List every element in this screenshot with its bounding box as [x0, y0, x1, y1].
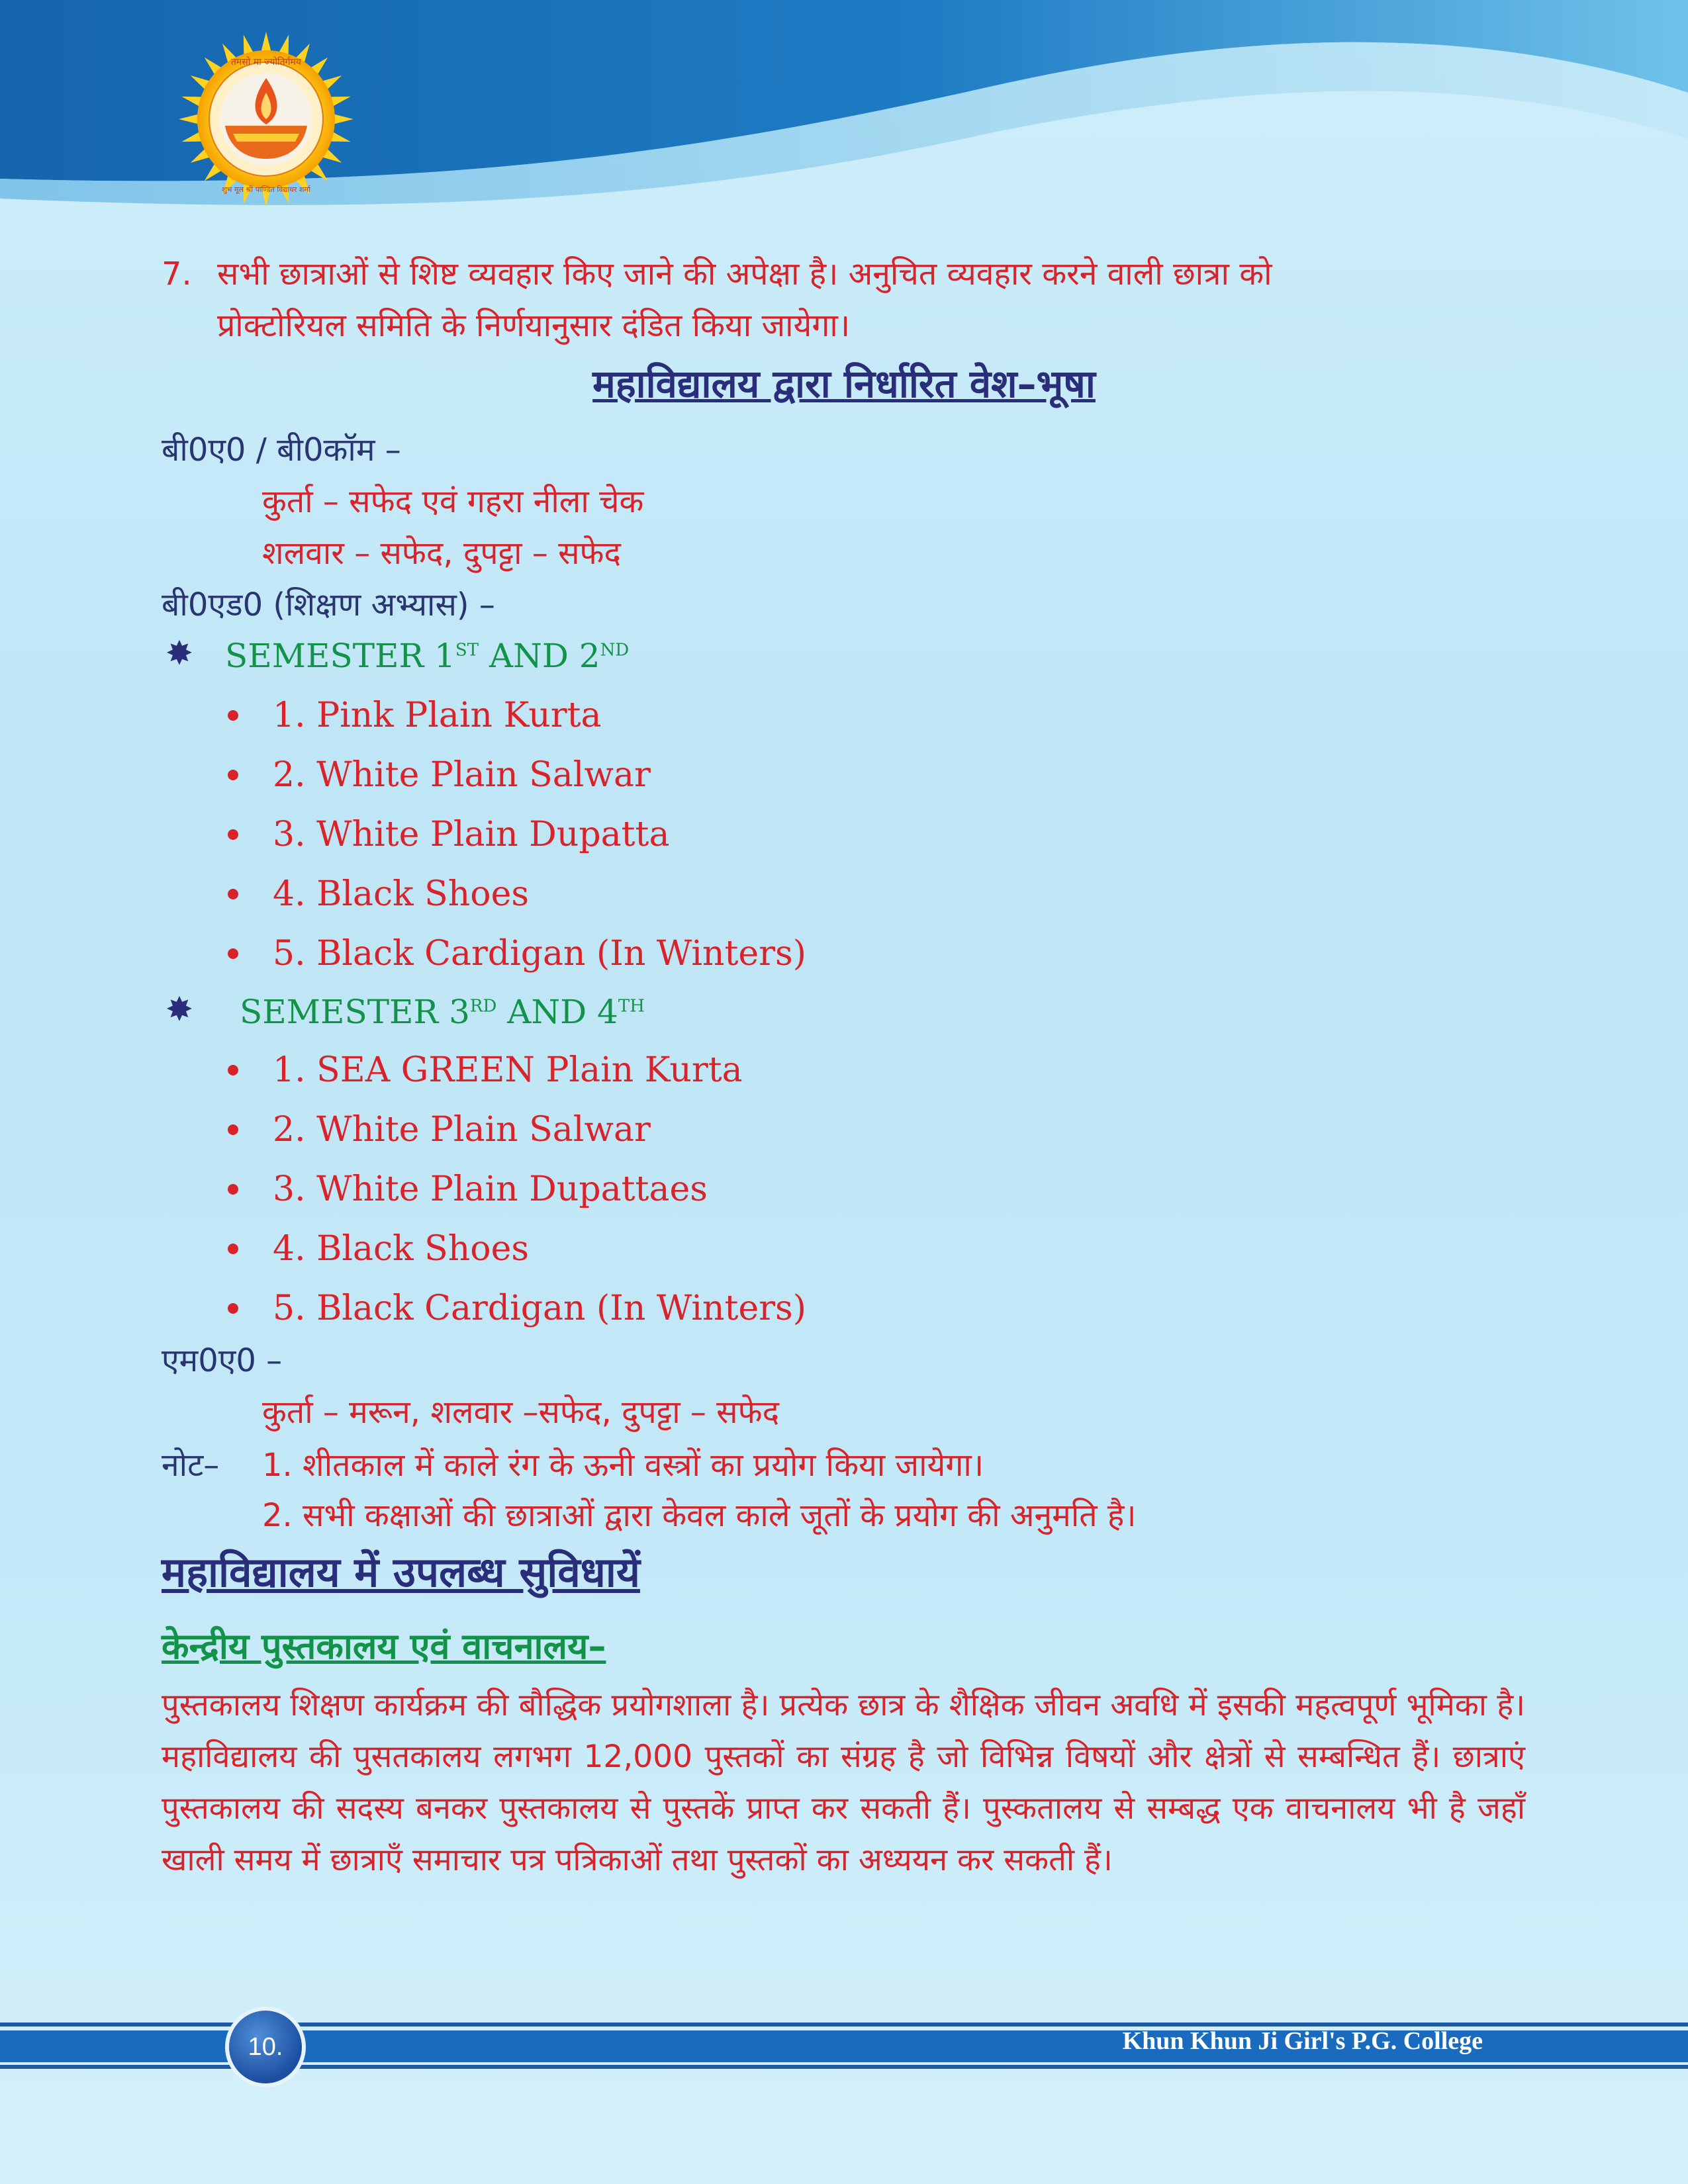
semester-3-4-list [228, 1040, 1221, 1338]
facilities-heading: महाविद्यालय में उपलब्ध सुविधायें [162, 1548, 640, 1596]
bullet-dot-icon [228, 1124, 238, 1135]
list-item: 5. Black Cardigan (In Winters) [228, 1279, 1221, 1338]
note-2: 2. सभी कक्षाओं की छात्राओं द्वारा केवल काले जूतों के प्रयोग की अनुमति है। [262, 1497, 1137, 1534]
college-name: Khun Khun Ji Girl's P.G. College [1122, 2027, 1483, 2055]
library-paragraph: पुस्तकालय शिक्षण कार्यक्रम की बौद्धिक प्रयोगशाला है। प्रत्येक छात्र के शैक्षिक जीवन अवधि में इसकी महत्वपूर्ण भूमिका है। महाविद्यालय की पुसतकालय लगभग 12,000 पुस्तकों का संग्रह है जो विभिन्न विषयों और क्षेत्रों से सम्बन्धित हैं। छात्राएं पुस्तकालय की सदस्य बनकर पुस्तकालय से पुस्तकें प्राप्त कर सकती हैं। पुस्कतालय से सम्बद्ध एक वाचनालय भी है जहाँ खाली समय में छात्राएँ समाचार पत्र पत्रिकाओं तथा पुस्तकों का अध्ययन कर सकती हैं। [162, 1687, 1525, 1878]
list-item: 2. White Plain Salwar [228, 1100, 1221, 1160]
semester-1-2-list [228, 686, 1221, 983]
dress-code-heading: महाविद्यालय द्वारा निर्धारित वेश–भूषा [592, 361, 1096, 406]
library-heading: केन्द्रीय पुस्तकालय एवं वाचनालय– [162, 1625, 606, 1667]
list-item: 3. White Plain Dupatta [228, 805, 1221, 864]
bed-label: बी0एड0 (शिक्षण अभ्यास) – [162, 586, 495, 623]
list-item: 1. SEA GREEN Plain Kurta [228, 1040, 1221, 1100]
note-label: नोट– [162, 1447, 220, 1484]
bullet-dot-icon [228, 1303, 238, 1314]
list-item: 1. Pink Plain Kurta [228, 686, 1221, 745]
star-bullet-icon: ✸ [165, 634, 193, 672]
bullet-dot-icon [228, 770, 238, 780]
bullet-dot-icon [228, 948, 238, 959]
bullet-dot-icon [228, 1244, 238, 1254]
ma-label: एम0ए0 – [162, 1342, 283, 1379]
logo-founder-text: शुभ मूल श्री पाण्डित विद्याधर शर्मा [222, 185, 310, 194]
bullet-dot-icon [228, 829, 238, 840]
ba-bcom-label: बी0ए0 / बी0कॉम – [162, 432, 401, 469]
bullet-dot-icon [228, 710, 238, 721]
star-bullet-icon: ✸ [165, 990, 193, 1028]
page-number-badge: 10. [225, 2007, 306, 2087]
rule-number: 7. [162, 255, 192, 293]
rule-item-7 [162, 248, 1525, 351]
bullet-dot-icon [228, 1065, 238, 1075]
logo-motto: तमसो मा ज्योतिर्गमय [230, 57, 302, 68]
list-item: 2. White Plain Salwar [228, 745, 1221, 805]
semester-3-4-heading: SEMESTER 3RD AND 4TH [240, 993, 645, 1031]
note-1: 1. शीतकाल में काले रंग के ऊनी वस्त्रों का प्रयोग किया जायेगा। [262, 1447, 984, 1484]
ba-bcom-line-1: कुर्ता – सफेद एवं गहरा नीला चेक [262, 483, 644, 520]
bullet-dot-icon [228, 1184, 238, 1195]
semester-1-2-heading: SEMESTER 1ST AND 2ND [225, 637, 630, 675]
ma-line: कुर्ता – मरून, शलवार –सफेद, दुपट्टा – सफेद [262, 1394, 780, 1431]
list-item: 5. Black Cardigan (In Winters) [228, 924, 1221, 983]
rule-line-1: सभी छात्राओं से शिष्ट व्यवहार किए जाने की अपेक्षा है। अनुचित व्यवहार करने वाली छात्रा को [217, 255, 1272, 293]
ba-bcom-line-2: शलवार – सफेद, दुपट्टा – सफेद [262, 535, 622, 572]
bullet-dot-icon [228, 889, 238, 899]
college-logo [173, 26, 359, 212]
list-item: 4. Black Shoes [228, 1219, 1221, 1279]
rule-line-2: प्रोक्टोरियल समिति के निर्णयानुसार दंडित किया जायेगा। [217, 307, 851, 344]
list-item: 3. White Plain Dupattaes [228, 1160, 1221, 1219]
list-item: 4. Black Shoes [228, 864, 1221, 924]
